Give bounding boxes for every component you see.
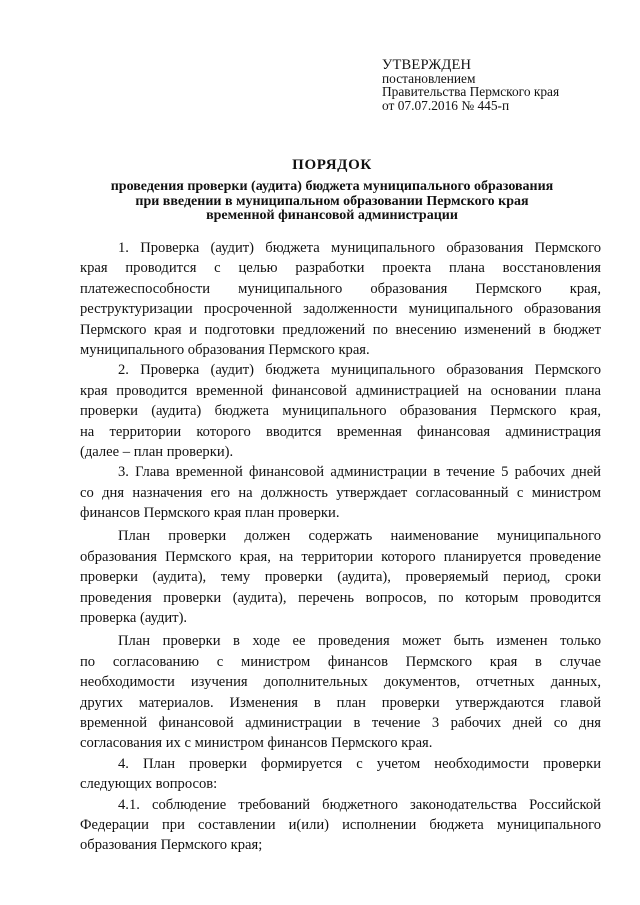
text-line: образования Пермского края; bbox=[80, 837, 263, 854]
document-subtitle bbox=[60, 180, 604, 224]
text-line: края проводится временной финансовой администрацией на основании плана bbox=[80, 382, 601, 399]
subtitle-line: временной финансовой администрации bbox=[206, 208, 458, 223]
text-line: края проводится с целью разработки проекта плана восстановления bbox=[80, 260, 601, 277]
approval-heading: УТВЕРЖДЕН bbox=[382, 57, 472, 73]
text-line: 4. План проверки формируется с учетом необходимости проверки bbox=[118, 755, 601, 772]
text-line: на территории которого вводится временная финансовая администрация bbox=[80, 423, 601, 440]
approval-line: от 07.07.2016 № 445-п bbox=[382, 97, 510, 113]
paragraph bbox=[80, 795, 601, 856]
document-title: ПОРЯДОК bbox=[292, 157, 372, 173]
document-body bbox=[80, 238, 601, 856]
paragraph bbox=[80, 462, 601, 523]
text-line: со дня назначения его на должность утверждает согласованный с министром bbox=[80, 484, 601, 501]
text-line: План проверки должен содержать наименование муниципального bbox=[118, 528, 601, 545]
paragraph bbox=[80, 754, 601, 795]
text-line: по согласованию с министром финансов Пермского края в случае bbox=[80, 653, 601, 670]
text-line: образования Пермского края, на территории которого планируется проведение bbox=[80, 548, 601, 565]
text-line: финансов Пермского края план проверки. bbox=[80, 505, 340, 522]
text-line: 1. Проверка (аудит) бюджета муниципального образования Пермского bbox=[118, 240, 601, 256]
approval-line: постановлением bbox=[382, 71, 476, 86]
paragraph bbox=[80, 360, 601, 462]
text-line: Пермского края и подготовки предложений по внесению изменений в бюджет bbox=[80, 321, 601, 338]
text-line: проведения проверки (аудита), перечень вопросов, по которым проводится bbox=[80, 589, 601, 606]
text-line: муниципального образования Пермского края. bbox=[80, 341, 370, 358]
text-line: Федерации при составлении и(или) исполнении бюджета муниципального bbox=[80, 816, 601, 833]
text-line: платежеспособности муниципального образования Пермского края, bbox=[80, 280, 601, 297]
subtitle-line: проведения проверки (аудита) бюджета муниципального образования bbox=[110, 179, 554, 194]
text-line: План проверки в ходе ее проведения может быть изменен только bbox=[118, 633, 601, 650]
approval-line: Правительства Пермского края bbox=[382, 84, 560, 100]
text-line: следующих вопросов: bbox=[80, 776, 218, 793]
text-line: проверка (аудит). bbox=[80, 610, 188, 627]
text-line: 4.1. соблюдение требований бюджетного законодательства Российской bbox=[118, 796, 601, 813]
text-line: реструктуризации просроченной задолженности муниципального образования bbox=[80, 301, 601, 318]
text-line: 3. Глава временной финансовой администрации в течение 5 рабочих дней bbox=[118, 464, 601, 481]
paragraph bbox=[80, 631, 601, 753]
text-line: проверки (аудита) бюджета муниципального образования Пермского края, bbox=[80, 403, 601, 420]
subtitle-line: при введении в муниципальном образовании Пермского края bbox=[135, 193, 529, 209]
text-line: временной финансовой администрации в течение 3 рабочих дней со дня bbox=[80, 714, 601, 731]
text-line: необходимости изучения дополнительных документов, отчетных данных, bbox=[80, 674, 601, 691]
text-line: 2. Проверка (аудит) бюджета муниципального образования Пермского bbox=[118, 362, 601, 379]
paragraph bbox=[80, 238, 601, 360]
text-line: других материалов. Изменения в план проверки утверждаются главой bbox=[80, 694, 601, 711]
paragraph bbox=[80, 526, 601, 628]
text-line: проверки (аудита), тему проверки (аудита), проверяемый период, сроки bbox=[80, 569, 601, 586]
text-line: согласования их с министром финансов Пермского края. bbox=[80, 735, 433, 752]
text-line: (далее – план проверки). bbox=[80, 443, 234, 460]
approval-stamp bbox=[382, 58, 612, 112]
